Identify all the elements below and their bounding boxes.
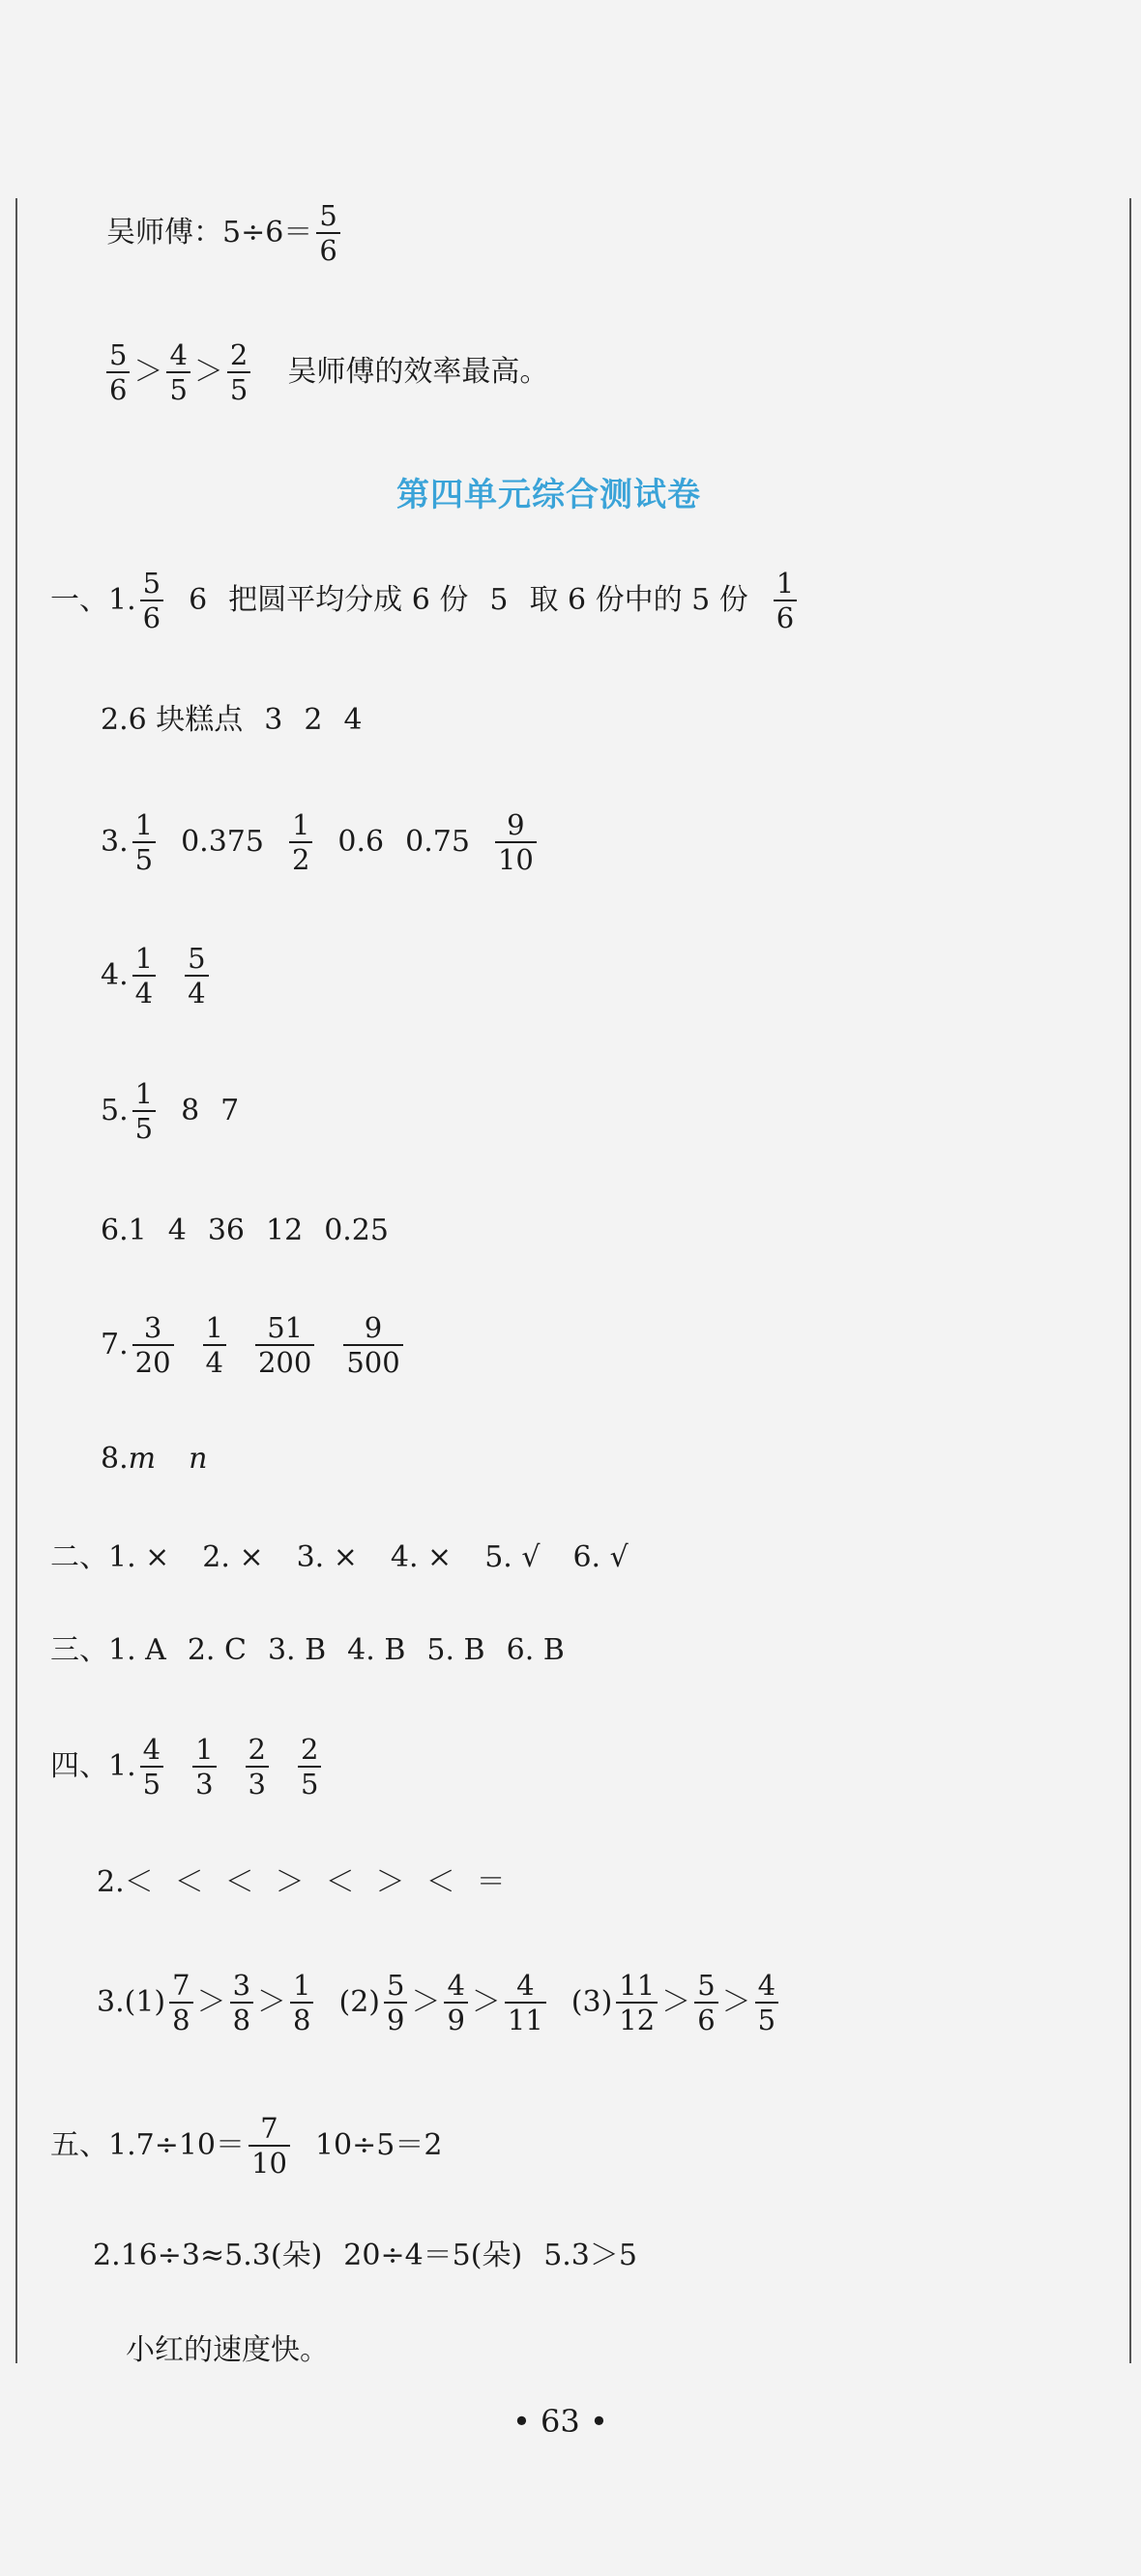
answer: 12 (266, 1214, 304, 1247)
greater-than-sign: ＞ (257, 1985, 287, 2019)
s1-q4 (101, 942, 213, 1010)
question-label: 4. (101, 958, 129, 992)
fraction: $\frac{1}{8}$ (290, 1969, 313, 2036)
question-label: 一、1. (50, 583, 136, 617)
answer: 16÷3≈5.3(朵) (120, 2239, 323, 2272)
fraction: $\frac{11}{12}$ (616, 1969, 658, 2036)
answer: 0.25 (324, 1214, 389, 1247)
fraction: $\frac{2}{3}$ (246, 1733, 269, 1800)
compare-conclusion: 吴师傅的效率最高。 (287, 355, 549, 389)
part-label: (3) (570, 1985, 613, 2019)
fraction: $\frac{51}{200}$ (255, 1311, 314, 1379)
answer: 6 块糕点 (128, 703, 244, 737)
answer: 3 (264, 703, 283, 737)
answer: m (128, 1442, 157, 1476)
answer: 8 (181, 1094, 200, 1127)
question-label: 五、1. (50, 2128, 136, 2162)
answer: ＜ (224, 1865, 254, 1899)
s1-q1 (50, 567, 801, 634)
fraction: $\frac{4}{5}$ (755, 1969, 778, 2036)
fraction: $\frac{7}{10}$ (249, 2112, 290, 2180)
answer: 36 (207, 1214, 245, 1247)
fraction: $\frac{1}{4}$ (132, 942, 156, 1010)
greater-than-sign: ＞ (471, 1985, 501, 2019)
answer: ＜ (425, 1865, 455, 1899)
s4-q3 (97, 1969, 782, 2036)
s4-q2 (97, 1866, 506, 1899)
greater-than-sign: ＞ (661, 1985, 691, 2019)
s5-q2 (93, 2239, 637, 2272)
s1-q3 (101, 808, 541, 876)
answer: n (189, 1442, 208, 1476)
answer: 6. √ (572, 1540, 629, 1574)
answer: 取 6 份中的 5 份 (529, 583, 748, 617)
answer: 6 (189, 583, 208, 617)
fraction: $\frac{1}{3}$ (192, 1733, 216, 1800)
s1-q5 (101, 1077, 239, 1145)
answer: 2. × (202, 1540, 264, 1574)
question-label: 四、1. (50, 1749, 136, 1783)
section-label: 三、 (50, 1633, 108, 1667)
fraction: $\frac{3}{8}$ (230, 1969, 253, 2036)
fraction: $\frac{1}{2}$ (289, 808, 312, 876)
question-label: 8. (101, 1442, 129, 1476)
fraction: $\frac{5}{6}$ (694, 1969, 717, 2036)
question-label: 2. (97, 1865, 125, 1899)
s1-q2 (101, 704, 363, 737)
answer: 3. B (267, 1633, 327, 1667)
greater-than-sign: ＞ (411, 1985, 441, 2019)
answer: 5. √ (484, 1540, 541, 1574)
fraction: $\frac{5}{6}$ (140, 567, 163, 634)
answer: 7÷10＝ (135, 2128, 246, 2162)
fraction: $\frac{4}{11}$ (505, 1969, 546, 2036)
greater-than-sign: ＞ (721, 1985, 751, 2019)
wu-division-line (106, 199, 344, 267)
fraction: $\frac{3}{20}$ (132, 1311, 174, 1379)
answer: ＜ (325, 1865, 355, 1899)
answer: 20÷4＝5(朵) (343, 2239, 523, 2272)
s1-q8 (101, 1443, 207, 1476)
answer: 5.3＞5 (543, 2239, 637, 2272)
answer: 1 (128, 1214, 147, 1247)
page-number: • 63 • (512, 2403, 608, 2440)
answer: ＝ (476, 1865, 506, 1899)
fraction: $\frac{5}{6}$ (106, 338, 130, 406)
question-label: 3. (101, 825, 129, 859)
question-label: 3. (97, 1985, 125, 2019)
answer: ＜ (124, 1865, 154, 1899)
part-label: (2) (338, 1985, 380, 2019)
question-label: 2. (93, 2239, 121, 2272)
answer: 4. B (347, 1633, 406, 1667)
fraction: $\frac{4}{9}$ (444, 1969, 467, 2036)
section-label: 二、 (50, 1540, 108, 1574)
s3-line (50, 1634, 565, 1667)
answer: 2 (304, 703, 323, 737)
question-label: 6. (101, 1214, 129, 1247)
answer: 0.75 (405, 825, 470, 859)
fraction: $\frac{1}{4}$ (203, 1311, 226, 1379)
section-title: 第四单元综合测试卷 (396, 476, 701, 514)
answer: 4 (343, 703, 363, 737)
answer: 3. × (296, 1540, 358, 1574)
right-margin-line (1129, 198, 1131, 2363)
answer: 5. B (426, 1633, 485, 1667)
answer: ＜ (174, 1865, 204, 1899)
answer: 4. × (390, 1540, 453, 1574)
fraction: $\frac{5}{4}$ (185, 942, 208, 1010)
fraction: $\frac{9}{10}$ (495, 808, 537, 876)
answer: 10÷5＝2 (314, 2128, 443, 2162)
s1-q7 (101, 1311, 407, 1379)
answer: 7 (220, 1094, 240, 1127)
fraction: $\frac{4}{5}$ (140, 1733, 163, 1800)
answer: 5 (489, 583, 509, 617)
fraction: $\frac{2}{5}$ (298, 1733, 321, 1800)
s5-conclusion (126, 2334, 329, 2367)
part-label: (1) (124, 1985, 166, 2019)
s5-q1 (50, 2112, 442, 2180)
question-label: 5. (101, 1094, 129, 1127)
fraction: $\frac{1}{5}$ (132, 1077, 156, 1145)
fraction: $\frac{9}{500}$ (343, 1311, 402, 1379)
answer: 4 (167, 1214, 187, 1247)
answer: ＞ (375, 1865, 405, 1899)
answer: 0.6 (337, 825, 385, 859)
fraction: $\frac{1}{6}$ (774, 567, 797, 634)
fraction: $\frac{5}{6}$ (316, 199, 339, 267)
answer: 把圆平均分成 6 份 (228, 583, 469, 617)
answer: 2. C (187, 1633, 247, 1667)
s2-line (50, 1541, 629, 1574)
fraction: $\frac{7}{8}$ (169, 1969, 192, 2036)
question-label: 7. (101, 1328, 129, 1361)
conclusion-text: 小红的速度快。 (126, 2333, 329, 2367)
fraction: $\frac{4}{5}$ (166, 338, 190, 406)
fraction: $\frac{1}{5}$ (132, 808, 156, 876)
answer: ＞ (275, 1865, 305, 1899)
answer: 6. B (506, 1633, 565, 1667)
s1-q6 (101, 1215, 389, 1247)
fraction: $\frac{5}{9}$ (384, 1969, 407, 2036)
wu-label: 吴师傅：5÷6＝ (106, 216, 313, 249)
greater-than-sign: ＞ (133, 355, 163, 389)
left-margin-line (15, 198, 17, 2363)
answer: 0.375 (181, 825, 264, 859)
greater-than-sign: ＞ (196, 1985, 226, 2019)
answer: 1. A (108, 1633, 166, 1667)
question-label: 2. (101, 703, 129, 737)
efficiency-compare-line (102, 338, 548, 406)
greater-than-sign: ＞ (193, 355, 223, 389)
answer: 1. × (108, 1540, 170, 1574)
fraction: $\frac{2}{5}$ (227, 338, 250, 406)
s4-q1 (50, 1733, 325, 1800)
